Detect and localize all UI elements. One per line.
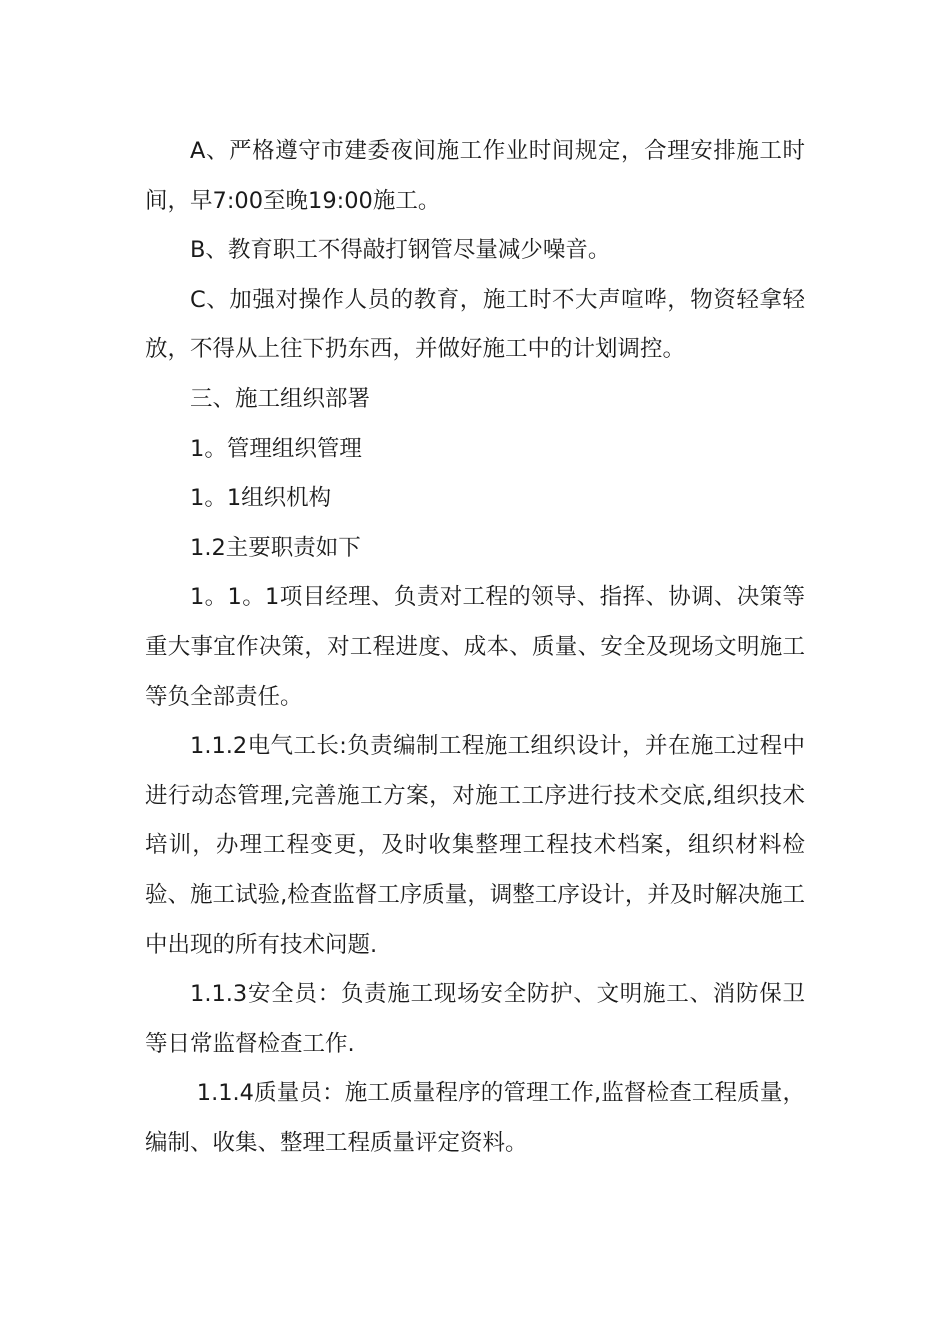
paragraph-electrical-foreman-duties: 1.1.2电气工长:负责编制工程施工组织设计，并在施工过程中进行动态管理,完善施工方案，对施工工序进行技术交底,组织技术培训，办理工程变更，及时收集整理工程技术档案，组织材料检验、施工试验,检查监督工序质量，调整工序设计，并及时解决施工中出现的所有技术问题. xyxy=(145,733,805,958)
paragraph-quality-inspector-duties: 1.1.4质量员：施工质量程序的管理工作,监督检查工程质量，编制、收集、整理工程质量评定资料。 xyxy=(145,1080,805,1156)
paragraph-night-work-rule: A、严格遵守市建委夜间施工作业时间规定，合理安排施工时间，早7:00至晚19:00施工。 xyxy=(145,138,805,214)
paragraph-worker-education: C、加强对操作人员的教育，施工时不大声喧哗，物资轻拿轻放，不得从上往下扔东西，并做好施工中的计划调控。 xyxy=(145,286,805,363)
paragraph-project-manager-duties: 1。1。1项目经理、负责对工程的领导、指挥、协调、决策等重大事宜作决策，对工程进度、成本、质量、安全及现场文明施工等负全部责任。 xyxy=(145,584,805,710)
paragraph-safety-officer-duties: 1.1.3安全员：负责施工现场安全防护、文明施工、消防保卫等日常监督检查工作. xyxy=(145,981,805,1057)
subheading-management-organization: 1。管理组织管理 xyxy=(190,435,362,462)
paragraph-noise-reduction: B、教育职工不得敲打钢管尽量减少噪音。 xyxy=(190,237,611,264)
subheading-organization-structure: 1。1组织机构 xyxy=(190,485,332,512)
subheading-main-duties: 1.2主要职责如下 xyxy=(190,534,361,561)
document-body xyxy=(145,127,805,1168)
section-heading-construction-organization: 三、施工组织部署 xyxy=(190,385,371,412)
